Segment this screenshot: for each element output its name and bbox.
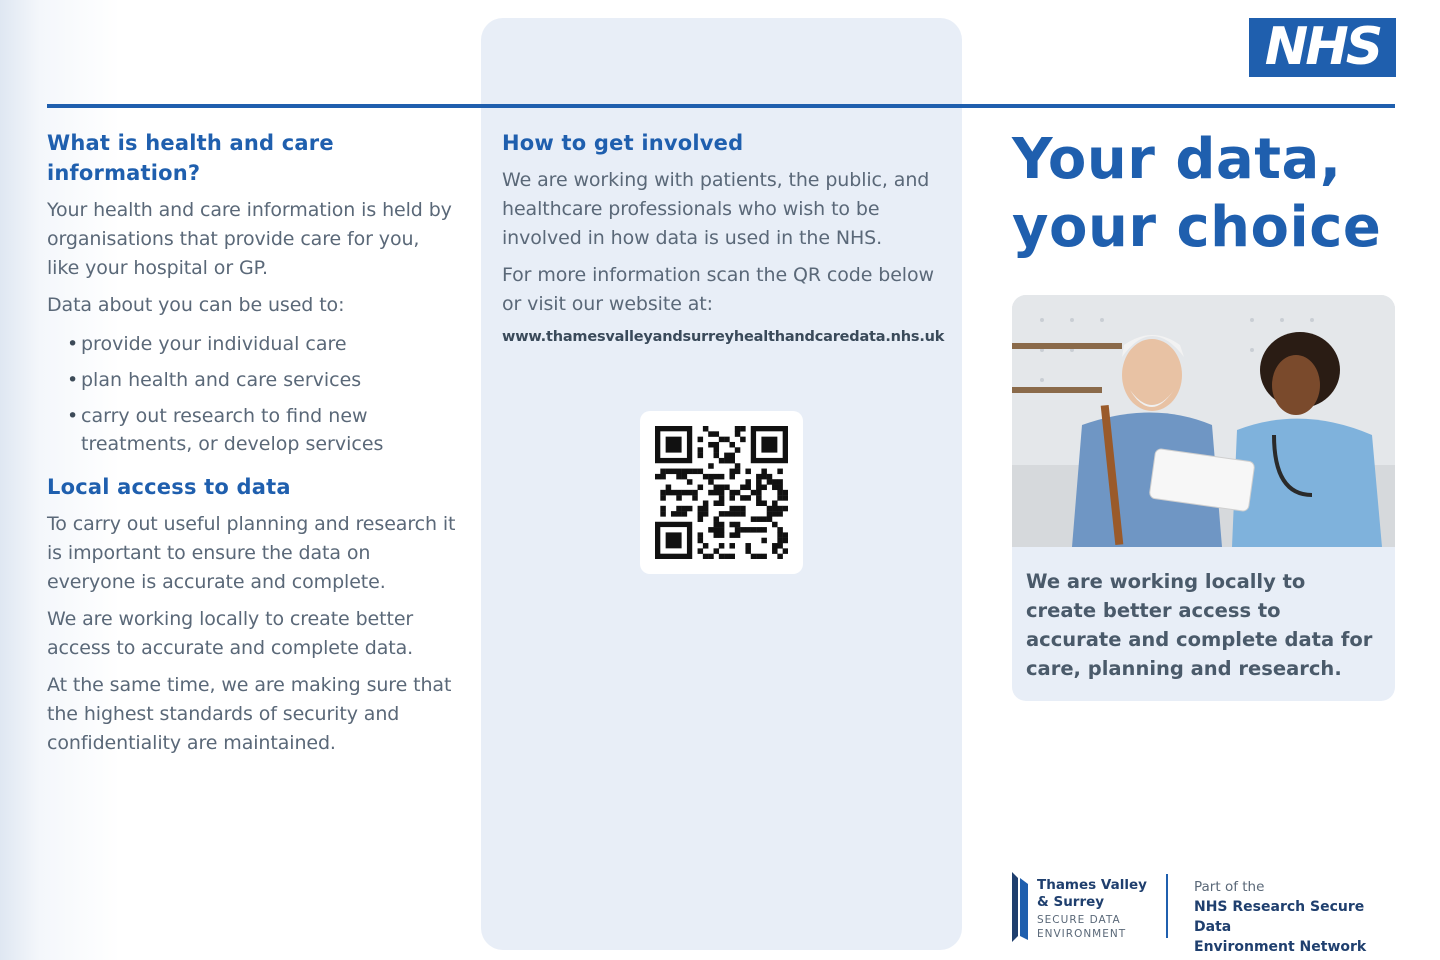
paragraph: For more information scan the QR code below or visit our website at: (502, 264, 934, 315)
uses-list (47, 330, 457, 458)
right-column (1012, 126, 1396, 262)
list-item: • provide your individual care (67, 330, 457, 358)
list-item: • carry out research to find new treatments, or develop services (67, 402, 457, 458)
paragraph: We are working locally to create better access to accurate and complete data. (47, 608, 414, 659)
left-column (47, 128, 457, 758)
paragraph: Data about you can be used to: (47, 294, 345, 316)
photo-illustration-icon (1012, 295, 1395, 547)
qr-code (640, 411, 803, 574)
paragraph: Your health and care information is held by organisations that provide care for you, like your hospital or GP. (47, 199, 452, 279)
hero-title-line2: your choice (1012, 195, 1382, 260)
paragraph: At the same time, we are making sure that the highest standards of security and confidentiality are maintained. (47, 674, 452, 754)
tvs-name: Thames Valley & Surrey (1037, 877, 1147, 910)
photo-card (1012, 295, 1395, 701)
footer-divider (1166, 874, 1168, 938)
qr-code-icon (655, 426, 788, 559)
network-label (1194, 878, 1404, 957)
tvs-logo-mark-icon (1012, 872, 1028, 942)
callout-text: We are working locally to create better access to accurate and complete data for care, planning and research. (1026, 570, 1373, 680)
nhs-logo: NHS (1249, 18, 1396, 77)
hero-title-line1: Your data, (1012, 127, 1342, 192)
website-link[interactable]: www.thamesvalleyandsurreyhealthandcaredata.nhs.uk (502, 329, 945, 345)
network-prefix: Part of the (1194, 879, 1265, 895)
section-heading-get-involved: How to get involved (502, 131, 744, 155)
section-heading-health-info: What is health and care information? (47, 131, 334, 185)
paragraph: To carry out useful planning and research it is important to ensure the data on everyone is accurate and complete. (47, 513, 456, 593)
header-rule (47, 104, 1395, 108)
list-item: • plan health and care services (67, 366, 457, 394)
middle-column (502, 128, 954, 345)
tvs-sde-logo (1012, 872, 1162, 942)
network-name-line1: NHS Research Secure Data (1194, 899, 1365, 935)
patient-nurse-photo (1012, 295, 1395, 547)
tvs-subtitle: SECURE DATA ENVIRONMENT (1037, 914, 1127, 940)
section-heading-local-access: Local access to data (47, 475, 291, 499)
network-name-line2: Environment Network (1194, 939, 1367, 955)
paragraph: We are working with patients, the public, and healthcare professionals who wish to be involved in how data is used in the NHS. (502, 169, 930, 249)
